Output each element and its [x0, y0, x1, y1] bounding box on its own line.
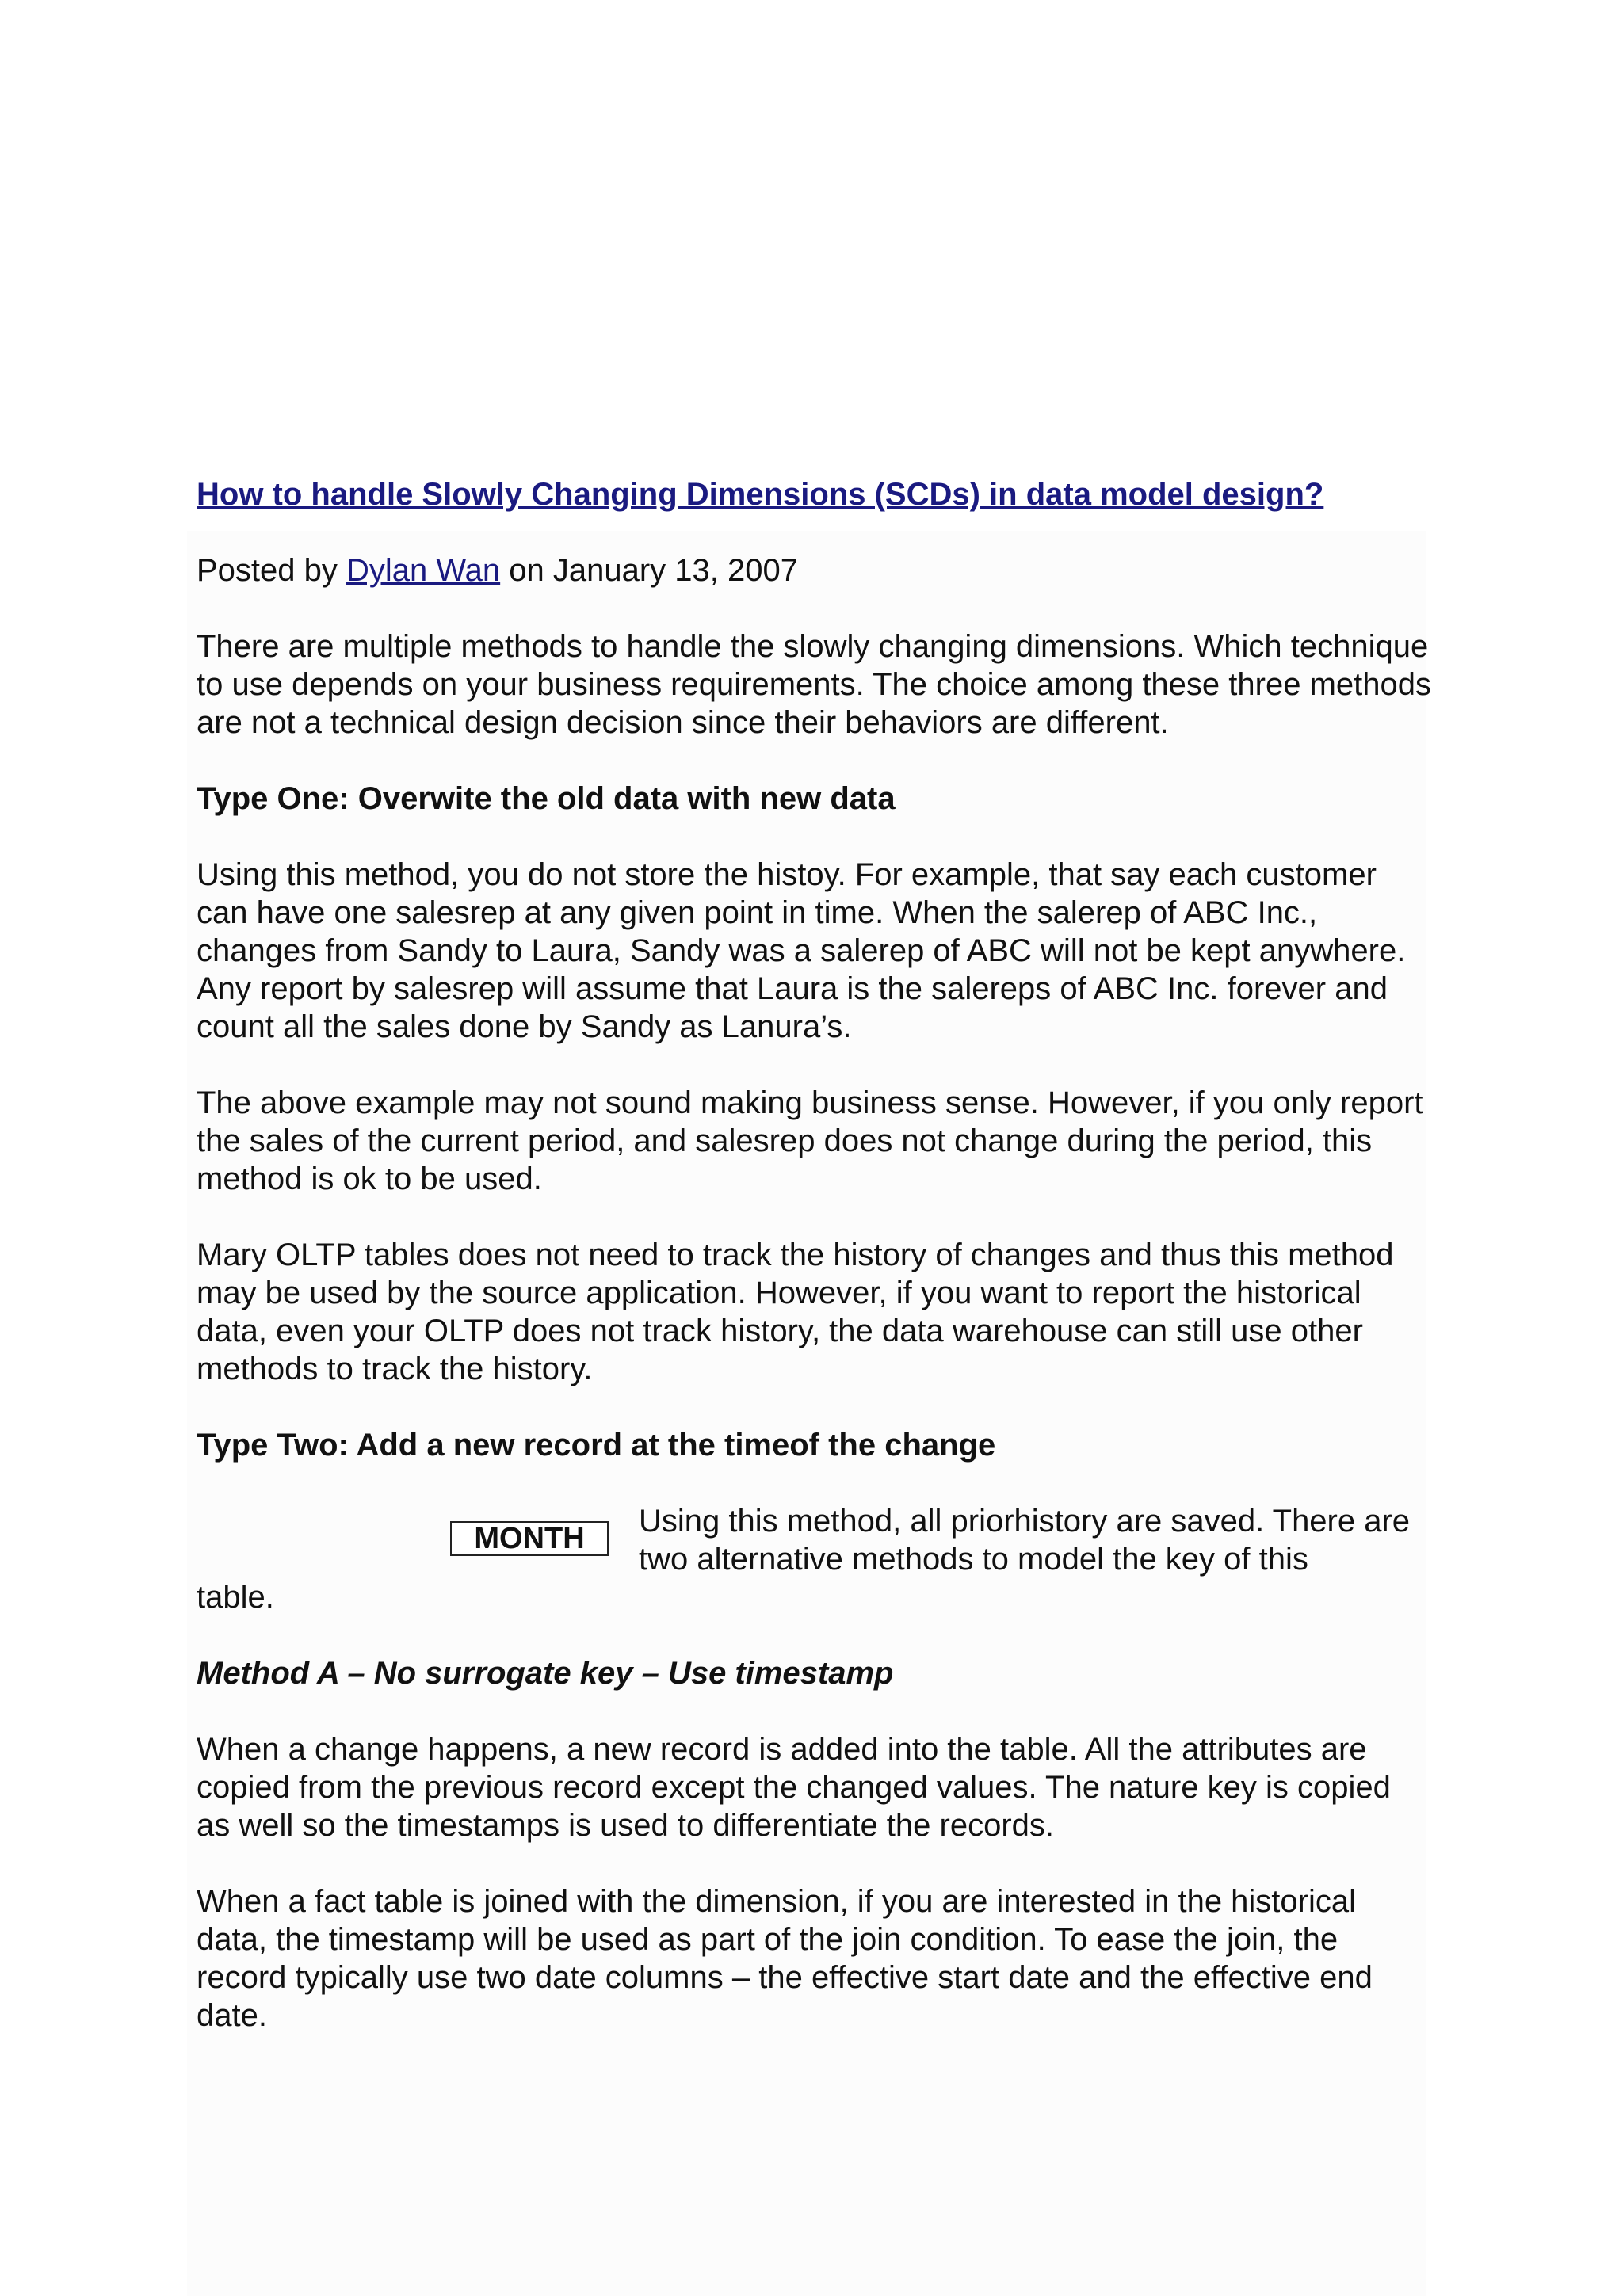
byline-date: on January 13, 2007: [500, 553, 798, 588]
intro-paragraph: There are multiple methods to handle the slowly changing dimensions. Which technique to use depends on your business requirements. The choice among these three methods are not a technical design decision since their behaviors are different.: [197, 629, 1431, 740]
author-link[interactable]: Dylan Wan: [346, 553, 501, 588]
type-one-heading: Type One: Overwite the old data with new data: [197, 781, 896, 816]
method-a-paragraph-2: When a fact table is joined with the dimension, if you are interested in the historical data, the timestamp will be used as part of the join condition. To ease the join, the record typically use two date columns – the effective start date and the effective end date.: [197, 1884, 1373, 2033]
byline-prefix: Posted by: [197, 553, 347, 588]
type-two-heading: Type Two: Add a new record at the timeof the change: [197, 1428, 996, 1463]
byline: [197, 551, 1433, 589]
type-one-paragraph-1: Using this method, you do not store the histoy. For example, that say each customer can have one salesrep at any given point in time. When the salerep of ABC Inc., changes from Sandy to Laura, Sandy was a salerep of ABC will not be kept anywhere. Any report by salesrep will assume that Laura is the salereps of ABC Inc. forever and count all the sales done by Sandy as Lanura’s.: [197, 857, 1406, 1044]
method-a-heading: Method A – No surrogate key – Use timestamp: [197, 1656, 894, 1691]
article-title: [197, 475, 1433, 513]
month-label-box: MONTH: [450, 1521, 609, 1556]
type-two-wrap-tail: table.: [197, 1580, 274, 1615]
type-two-wrap-text: Using this method, all priorhistory are saved. There are two alternative methods to model the key of this: [639, 1504, 1411, 1577]
method-a-paragraph-1: When a change happens, a new record is added into the table. All the attributes are copied from the previous record except the changed values. The nature key is copied as well so the timestamps is used to differentiate the records.: [197, 1732, 1391, 1843]
type-one-paragraph-3: Mary OLTP tables does not need to track the history of changes and thus this method may be used by the source application. However, if you want to report the historical data, even your OLTP does not track history, the data warehouse can still use other methods to track the history.: [197, 1238, 1394, 1386]
type-one-paragraph-2: The above example may not sound making business sense. However, if you only report the sales of the current period, and salesrep does not change during the period, this method is ok to be used.: [197, 1085, 1423, 1196]
type-two-intro: [197, 1502, 1433, 1616]
article-body: [197, 475, 1433, 2073]
article-title-link[interactable]: How to handle Slowly Changing Dimensions (SCDs) in data model design?: [197, 477, 1324, 512]
